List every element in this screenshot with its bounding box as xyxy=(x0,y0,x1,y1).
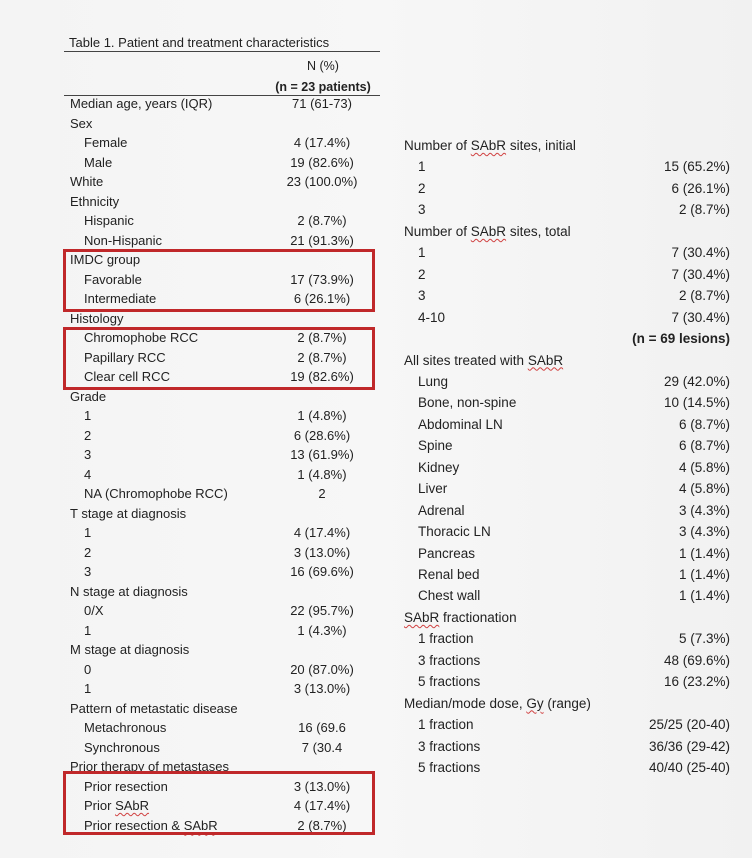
row-value: 4 (17.4%) xyxy=(293,798,351,813)
row-label: 4 xyxy=(84,466,92,482)
row-value: 4 (5.8%) xyxy=(678,459,730,475)
row-value: 20 (87.0%) xyxy=(290,661,354,677)
table-row-n-69-lesions-9 xyxy=(404,328,730,349)
row-value: 1 (1.4%) xyxy=(678,567,730,582)
highlight-box-imdc xyxy=(63,249,375,312)
row-value: 6 (8.7%) xyxy=(678,438,730,454)
row-value: 2 (8.7%) xyxy=(297,349,347,365)
row-label: Sex xyxy=(70,115,93,131)
column-header-patients: (n = 23 patients) xyxy=(275,80,371,94)
table-row-3-fractions-24 xyxy=(404,650,730,671)
row-label: 1 xyxy=(418,159,426,175)
table-row-sabr-fractionation-22 xyxy=(404,607,730,628)
row-label: 3 xyxy=(84,564,92,579)
row-value: 19 (82.6%) xyxy=(290,369,354,384)
row-label: 3 xyxy=(418,288,426,304)
table-row-spine-14 xyxy=(404,435,730,456)
row-value: 1 (4.3%) xyxy=(297,622,347,638)
table-row-5-fractions-29 xyxy=(404,757,730,778)
table-row-0-x-26 xyxy=(70,601,380,620)
row-label: Ethnicity xyxy=(70,193,120,209)
row-value: 4 (5.8%) xyxy=(678,481,730,497)
table-row-number-of-sabr-sites-initial-0 xyxy=(404,135,730,156)
table-row-n-stage-at-diagnosis-25 xyxy=(70,582,380,601)
table-row-median-age-years-iqr-0 xyxy=(70,94,380,113)
table-row-2-23 xyxy=(70,543,380,562)
row-label: Synchronous xyxy=(84,739,160,755)
row-label: 2 xyxy=(418,180,426,196)
row-label: 0 xyxy=(84,661,92,677)
row-label: 1 xyxy=(84,622,92,638)
table-row-2-17 xyxy=(70,426,380,445)
row-value: 4 (17.4%) xyxy=(293,525,351,540)
row-value: 16 (23.2%) xyxy=(663,674,730,690)
table-row-median-mode-dose-gy-range-26 xyxy=(404,693,730,714)
highlight-box-histology xyxy=(63,327,375,390)
row-label: M stage at diagnosis xyxy=(70,642,190,657)
row-value: 7 (30.4%) xyxy=(671,245,730,261)
row-label: 3 xyxy=(418,202,426,218)
row-value: 3 (4.3%) xyxy=(678,524,730,540)
row-value: 6 (26.1%) xyxy=(671,180,730,196)
row-value: 3 (13.0%) xyxy=(293,544,351,560)
row-label: White xyxy=(70,174,104,189)
table-row-kidney-15 xyxy=(404,457,730,478)
row-label: Abdominal LN xyxy=(418,416,503,432)
row-value: 48 (69.6%) xyxy=(663,652,730,668)
row-value: 2 (8.7%) xyxy=(678,202,730,218)
table-row-synchronous-33 xyxy=(70,738,380,757)
row-value: 7 (30.4 xyxy=(301,739,343,755)
table-row-white-4 xyxy=(70,172,380,191)
table-row-3-fractions-28 xyxy=(404,736,730,757)
table-row-1-5 xyxy=(404,242,730,263)
row-value: 16 (69.6 xyxy=(298,720,346,735)
highlight-box-prior-therapy xyxy=(63,771,375,835)
title-rule-top xyxy=(64,51,380,52)
row-label: 1 xyxy=(84,681,92,696)
row-value: 6 (28.6%) xyxy=(293,427,351,443)
table-row-all-sites-treated-with-sabr-10 xyxy=(404,350,730,371)
table-row-5-fractions-25 xyxy=(404,671,730,692)
table-row-pancreas-19 xyxy=(404,543,730,564)
row-label: Clear cell RCC xyxy=(84,369,170,384)
row-label: Histology xyxy=(70,310,124,326)
row-label: 1 fraction xyxy=(418,717,474,733)
table-row-thoracic-ln-18 xyxy=(404,521,730,542)
table-row-male-3 xyxy=(70,153,380,172)
table-row-1-16 xyxy=(70,406,380,425)
row-value: 10 (14.5%) xyxy=(663,395,730,411)
row-label: Lung xyxy=(418,373,449,389)
table-row-na-chromophobe-rcc-20 xyxy=(70,484,380,503)
row-label: Bone, non-spine xyxy=(418,395,517,411)
row-value: 25/25 (20-40) xyxy=(648,717,730,733)
row-label: Number of SAbR sites, initial xyxy=(404,138,576,153)
row-label: 5 fractions xyxy=(418,760,481,776)
row-label: Papillary RCC xyxy=(84,349,166,365)
row-label: Prior resection & SAbR xyxy=(84,817,218,833)
table-row-3-18 xyxy=(70,445,380,464)
row-label: 2 xyxy=(418,266,426,282)
table-row-2-6 xyxy=(404,264,730,285)
table-row-1-27 xyxy=(70,621,380,640)
row-label: 2 xyxy=(84,544,92,560)
table-row-sex-1 xyxy=(70,114,380,133)
row-value: (n = 69 lesions) xyxy=(632,331,730,347)
row-value: 4 (17.4%) xyxy=(293,135,351,150)
column-header-n: N (%) xyxy=(307,59,339,73)
row-label: SAbR fractionation xyxy=(404,609,517,625)
row-label: Metachronous xyxy=(84,720,167,735)
row-label: Female xyxy=(84,135,128,150)
row-value: 22 (95.7%) xyxy=(290,603,354,618)
row-label: Renal bed xyxy=(418,567,480,582)
row-value: 3 (13.0%) xyxy=(293,681,351,696)
row-value: 1 (4.8%) xyxy=(297,466,347,482)
row-label: All sites treated with SAbR xyxy=(404,352,564,368)
row-value: 3 (13.0%) xyxy=(293,778,351,794)
row-label: Pancreas xyxy=(418,545,476,561)
row-label: N stage at diagnosis xyxy=(70,583,188,599)
row-value: 71 (61-73) xyxy=(292,96,352,111)
row-label: 3 fractions xyxy=(418,652,481,668)
row-label: Non-Hispanic xyxy=(84,232,163,248)
table-row-t-stage-at-diagnosis-21 xyxy=(70,504,380,523)
table-row-1-1 xyxy=(404,156,730,177)
row-label: Number of SAbR sites, total xyxy=(404,223,571,239)
table-row-number-of-sabr-sites-total-4 xyxy=(404,221,730,242)
table-row-bone-non-spine-12 xyxy=(404,392,730,413)
row-value: 13 (61.9%) xyxy=(290,447,354,462)
row-label: Kidney xyxy=(418,459,460,475)
row-label: Adrenal xyxy=(418,502,465,518)
table-row-liver-16 xyxy=(404,478,730,499)
row-label: Grade xyxy=(70,388,107,404)
row-value: 17 (73.9%) xyxy=(290,271,354,287)
row-label: Spine xyxy=(418,438,453,454)
row-value: 2 (8.7%) xyxy=(678,288,730,304)
row-label: Prior therapy of metastases xyxy=(70,759,229,774)
row-value: 23 (100.0%) xyxy=(286,174,358,189)
row-value: 3 (4.3%) xyxy=(678,502,730,518)
row-value: 21 (91.3%) xyxy=(290,232,354,248)
table-row-chest-wall-21 xyxy=(404,585,730,606)
table-row-pattern-of-metastatic-disease-31 xyxy=(70,699,380,718)
row-label: Median age, years (IQR) xyxy=(70,96,213,111)
table-row-female-2 xyxy=(70,133,380,152)
table-row-m-stage-at-diagnosis-28 xyxy=(70,640,380,659)
row-value: 1 (1.4%) xyxy=(678,588,730,604)
row-value: 1 (1.4%) xyxy=(678,545,730,561)
table-row-1-fraction-27 xyxy=(404,714,730,735)
row-label: Pattern of metastatic disease xyxy=(70,700,238,716)
table-row-3-24 xyxy=(70,562,380,581)
row-label: 1 fraction xyxy=(418,631,474,647)
row-label: 5 fractions xyxy=(418,674,481,690)
row-label: 1 xyxy=(84,408,92,423)
row-label: Chromophobe RCC xyxy=(84,330,199,345)
row-value: 1 (4.8%) xyxy=(297,408,347,423)
row-label: 1 xyxy=(84,525,92,540)
table-row-2-2 xyxy=(404,178,730,199)
row-label: Prior SAbR xyxy=(84,798,150,813)
table-row-4-19 xyxy=(70,465,380,484)
row-label: Chest wall xyxy=(418,588,481,604)
row-value: 2 (8.7%) xyxy=(297,213,347,228)
table-row-metachronous-32 xyxy=(70,718,380,737)
row-value: 19 (82.6%) xyxy=(290,154,354,170)
row-value: 5 (7.3%) xyxy=(678,631,730,647)
table-row-3-7 xyxy=(404,285,730,306)
row-value: 16 (69.6%) xyxy=(290,564,354,579)
table-row-1-22 xyxy=(70,523,380,542)
row-label: Prior resection xyxy=(84,778,168,794)
row-label: 3 fractions xyxy=(418,738,481,754)
row-value: 36/36 (29-42) xyxy=(648,738,730,754)
row-label: Intermediate xyxy=(84,291,157,306)
row-label: Hispanic xyxy=(84,213,134,228)
row-label: NA (Chromophobe RCC) xyxy=(84,486,228,501)
table-row-abdominal-ln-13 xyxy=(404,414,730,435)
row-label: 2 xyxy=(84,427,92,443)
row-value: 29 (42.0%) xyxy=(663,373,730,389)
row-value: 7 (30.4%) xyxy=(671,266,730,282)
table-row-1-30 xyxy=(70,679,380,698)
table-title: Table 1. Patient and treatment characteristics xyxy=(69,35,330,50)
row-value: 6 (26.1%) xyxy=(293,291,351,306)
row-value: 2 (8.7%) xyxy=(297,817,347,833)
row-label: 4-10 xyxy=(418,309,446,325)
row-label: Male xyxy=(84,154,113,170)
row-label: 0/X xyxy=(84,603,104,618)
row-label: IMDC group xyxy=(70,252,141,267)
table-row-1-fraction-23 xyxy=(404,628,730,649)
table-row-adrenal-17 xyxy=(404,500,730,521)
table-row-lung-11 xyxy=(404,371,730,392)
table-row-4-10-8 xyxy=(404,307,730,328)
table-row-hispanic-6 xyxy=(70,211,380,230)
row-label: Liver xyxy=(418,481,448,497)
row-value: 2 (8.7%) xyxy=(297,330,347,345)
row-value: 15 (65.2%) xyxy=(663,159,730,175)
row-label: Thoracic LN xyxy=(418,524,491,540)
row-label: 3 xyxy=(84,447,92,462)
table-row-3-3 xyxy=(404,199,730,220)
row-label: Median/mode dose, Gy (range) xyxy=(404,695,591,711)
row-label: T stage at diagnosis xyxy=(70,505,187,521)
row-label: Favorable xyxy=(84,271,142,287)
table-row-0-29 xyxy=(70,660,380,679)
row-value: 6 (8.7%) xyxy=(678,416,730,432)
row-value: 2 xyxy=(318,486,326,501)
table-row-renal-bed-20 xyxy=(404,564,730,585)
row-label: 1 xyxy=(418,245,426,261)
row-value: 40/40 (25-40) xyxy=(648,760,730,776)
table-row-ethnicity-5 xyxy=(70,192,380,211)
row-value: 7 (30.4%) xyxy=(671,309,730,325)
table-row-non-hispanic-7 xyxy=(70,231,380,250)
